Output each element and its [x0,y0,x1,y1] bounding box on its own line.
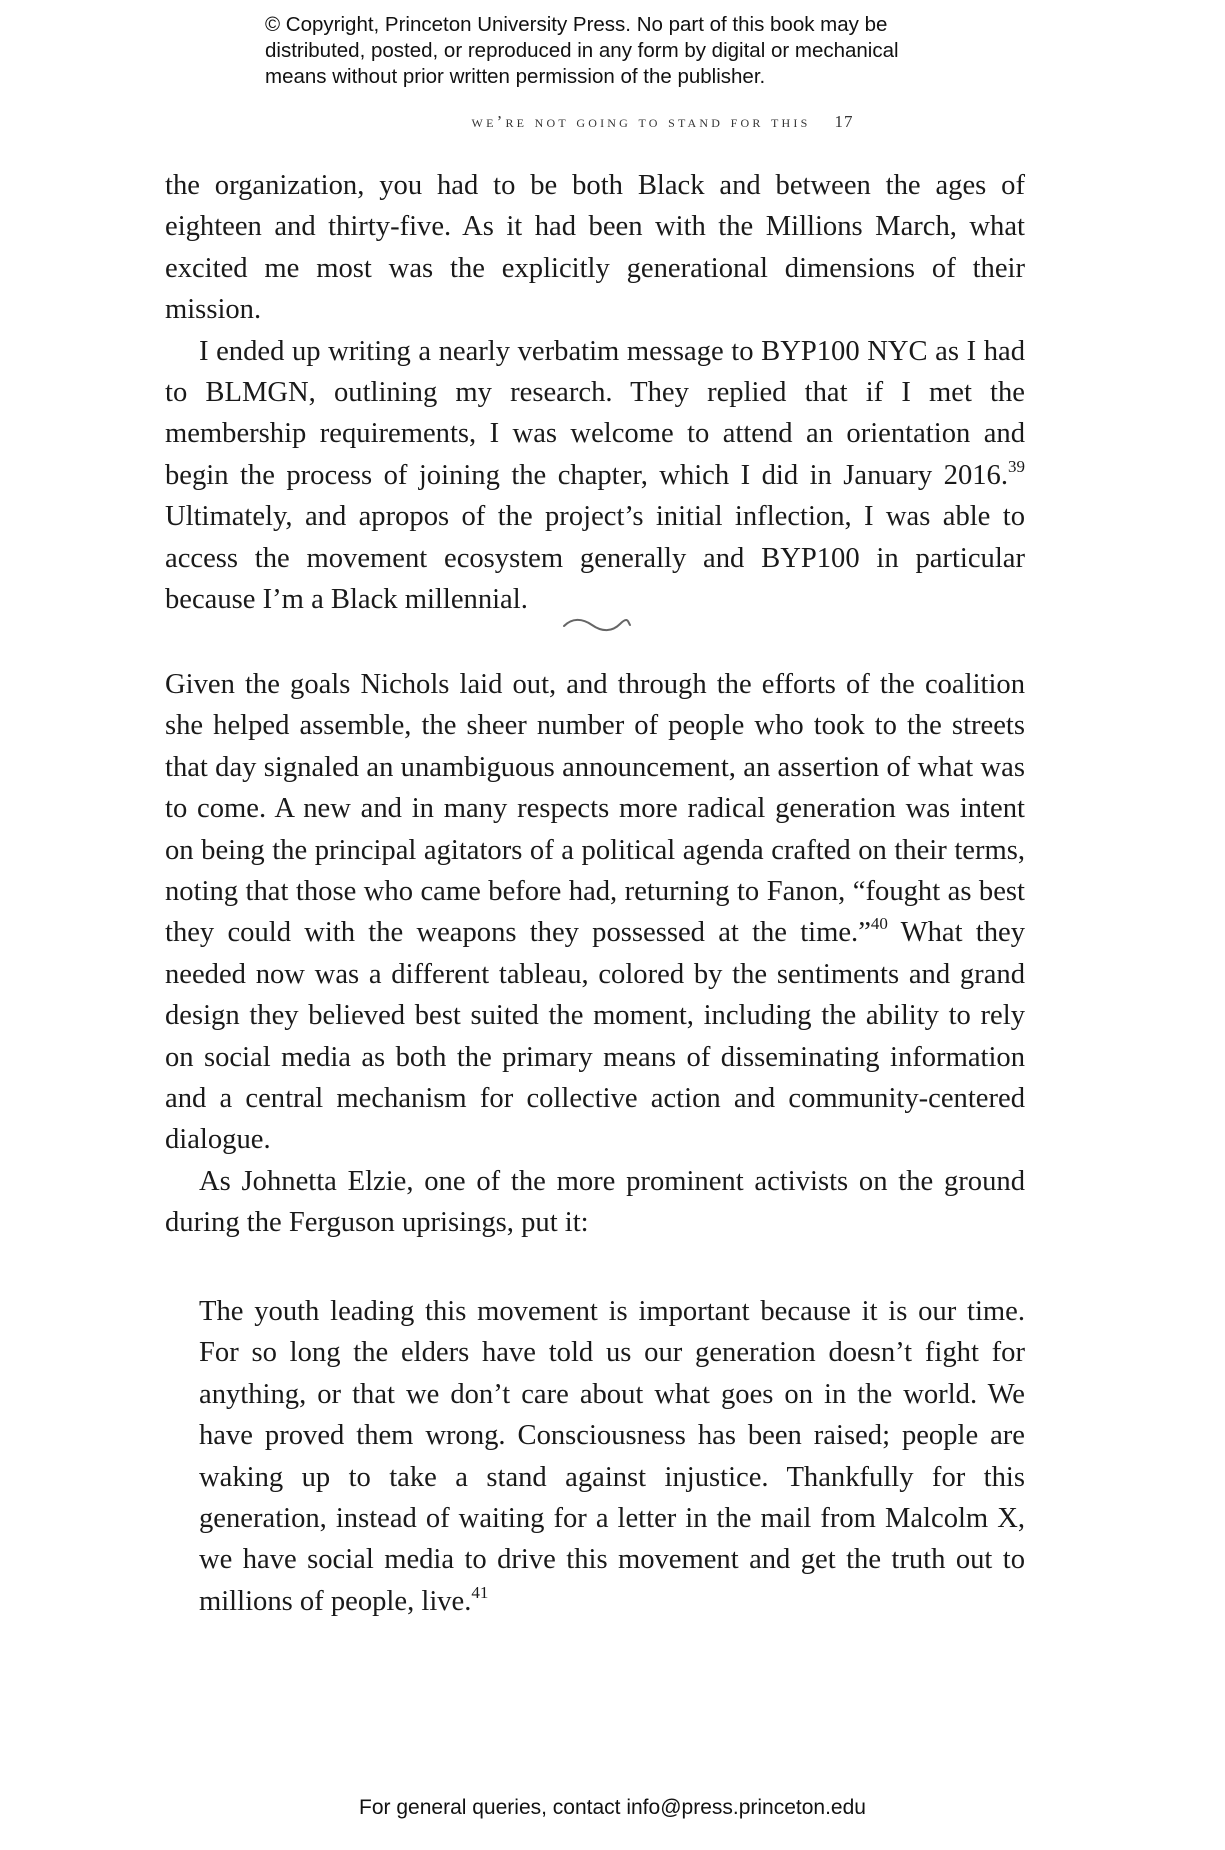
copyright-line-2: distributed, posted, or reproduced in any form by digital or mechanical [265,39,899,62]
block-quote-text: The youth leading this movement is important because it is our time. For so long the elders have told us our generation doesn’t fight for anything, or that we don’t care about what goes on in the world. We have proved them wrong. Consciousness has been raised; people are waking up to take a stand against injustice. Thankfully for this generation, instead of waiting for a letter in the mail from Malcolm X, we have social media to drive this movement and get the truth out to millions of people, live. [199,1296,1025,1617]
paragraph-goals-continuation: What they needed now was a different tableau, colored by the sentiments and grand design they believed best suited the moment, including the ability to rely on social media as both the primary means of disseminating information and a central mechanism for collective action and community-centered dialogue. [165,917,1026,1156]
contact-footer: For general queries, contact info@press.princeton.edu [359,1796,866,1819]
paragraph-goals [165,664,1025,1161]
block-quote-paragraph [199,1291,1025,1622]
running-head [0,112,1225,132]
page-number: 17 [834,112,854,131]
note-reference-39: 39 [1008,456,1025,476]
copyright-line-3: means without prior written permission of the publisher. [265,65,766,88]
running-head-title: we’re not going to stand for this [471,112,811,131]
copyright-line-1: © Copyright, Princeton University Press. No part of this book may be [265,13,888,36]
paragraph-research-continuation: Ultimately, and apropos of the project’s initial inflection, I was able to access the movement ecosystem generally and BYP100 in particular because I’m a Black millennial. [165,501,1025,616]
note-reference-40: 40 [870,914,888,934]
paragraph-continued: the organization, you had to be both Black and between the ages of eighteen and thirty-five. As it had been with the Millions March, what excited me most was the explicitly generational dimensions of their mission. [165,170,1025,326]
swung-dash-ornament-icon [562,616,632,634]
paragraph-research [165,331,1025,621]
paragraph-research-text: I ended up writing a nearly verbatim message to BYP100 NYC as I had to BLMGN, outlining my research. They replied that if I met the membership requirements, I was welcome to attend an orientation and begin the process of joining the chapter, which I did in January 2016. [165,335,1025,491]
section-2-text [165,664,1025,1244]
note-reference-41: 41 [471,1582,489,1602]
paragraph-goals-text: Given the goals Nichols laid out, and through the efforts of the coalition she helped assemble, the sheer number of people who took to the streets that day signaled an unambiguous announcement, an assertion of what was to come. A new and in many respects more radical generation was intent on being the principal agitators of a political agenda crafted on their terms, noting that those who came before had, returning to Fanon, “fought as best they could with the weapons they possessed at the time.” [165,669,1025,949]
paragraph-elzie-intro: As Johnetta Elzie, one of the more prominent activists on the ground during the Ferguson uprisings, put it: [165,1165,1025,1239]
section-1-text [165,165,1025,620]
block-quote [199,1291,1025,1622]
copyright-notice [265,12,1005,90]
